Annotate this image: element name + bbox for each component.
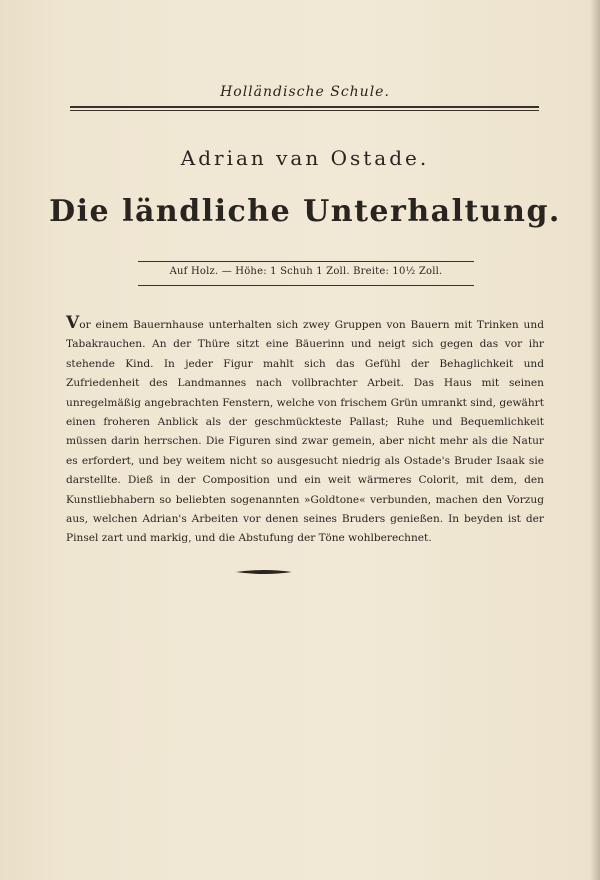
- school-heading: Holländische Schule.: [220, 84, 390, 100]
- page-edge-shadow: [590, 0, 600, 880]
- painting-dimensions: Auf Holz. — Höhe: 1 Schuh 1 Zoll. Breite: 10½ Zoll.: [169, 266, 443, 277]
- description-text: [66, 314, 544, 549]
- header-rule-thin: [70, 110, 539, 111]
- header-rule-thick: [70, 106, 539, 108]
- painting-title: Die ländliche Unterhaltung.: [49, 194, 561, 229]
- dimensions-rule-top: [138, 261, 474, 262]
- paragraph-body: or einem Bauernhause unterhalten sich zwey Gruppen von Bauern mit Trinken und Tabakrauchen. An der Thüre sitzt eine Bäuerinn und neigt sich gegen das vor ihr stehende Kind. In jeder Figur mahlt sich das Gefühl der Behaglichkeit und Zufriedenheit des Landmannes nach vollbrachter Arbeit. Das Haus mit seinen unregelmäßig angebrachten Fenstern, welche von frischem Grün umrankt sind, gewährt einen froheren Anblick als der geschmückteste Pallast; Ruhe und Bequemlichkeit müssen darin herrschen. Die Figuren sind zwar gemein, aber nicht mehr als die Natur es erfordert, und bey weitem nicht so ausgesucht niedrig als Ostade's Bruder Isaak sie darstellte. Dieß in der Composition und ein weit wärmeres Colorit, mit dem, den Kunstliebhabern so beliebten sogenannten »Goldtone« verbunden, machen den Vorzug aus, welchen Adrian's Arbeiten vor denen seines Bruders genießen. In beyden ist der Pinsel zart und markig, und die Abstufung der Töne wohlberechnet.: [66, 319, 544, 545]
- drop-cap: V: [66, 313, 80, 333]
- description-paragraph: [66, 314, 544, 549]
- dimensions-rule-bottom: [138, 285, 474, 286]
- artist-name: Adrian van Ostade.: [180, 146, 430, 170]
- tail-ornament-icon: [234, 567, 294, 577]
